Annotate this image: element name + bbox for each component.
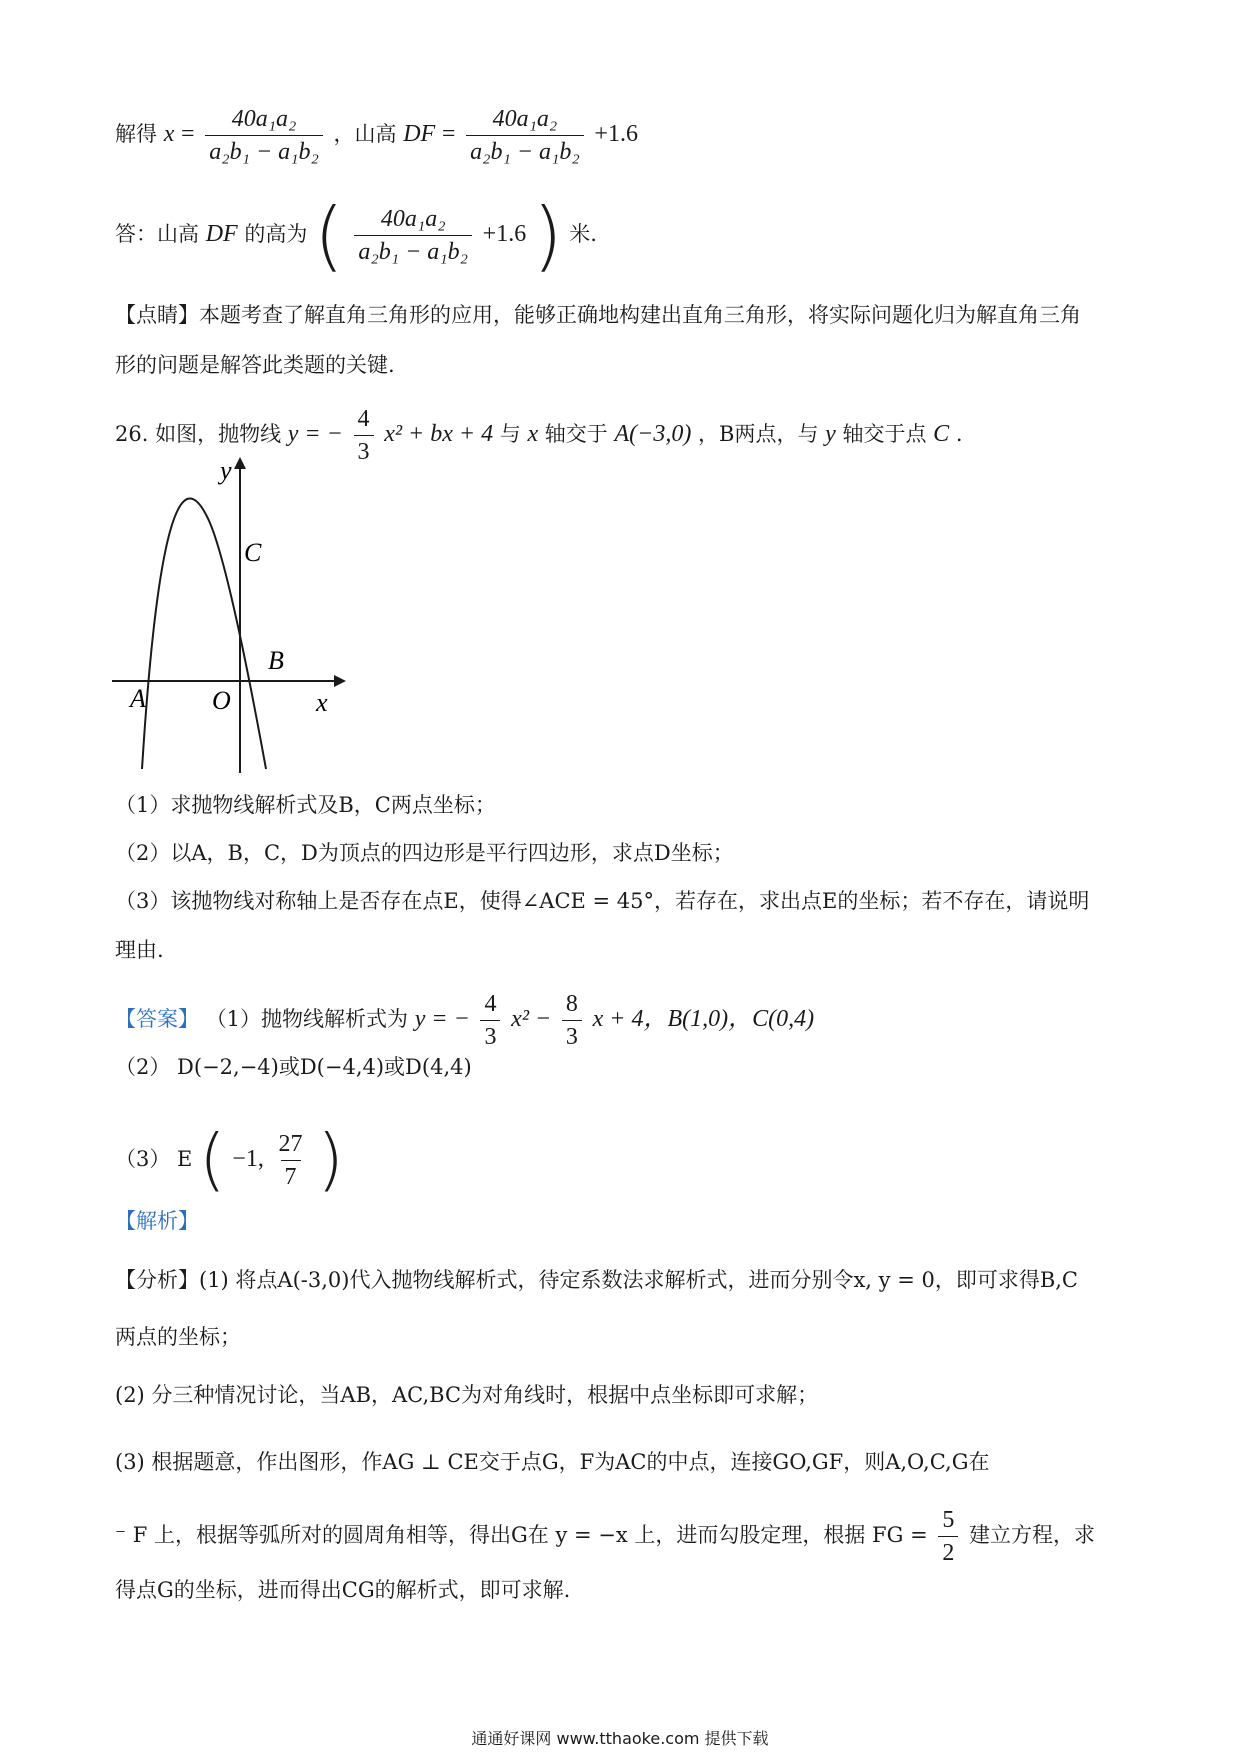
df-var: DF — [403, 121, 436, 147]
part-3a: （3）该抛物线对称轴上是否存在点E，使得∠ACE = 45°，若存在，求出点E的坐标；若不存在，请说明 — [115, 889, 1090, 913]
analysis-5: ⁻ F 上，根据等弧所对的圆周角相等，得出G在 y = −x 上，进而勾股定理，根据 FG = $\frac{5}{2}$ 建立方程，求 — [115, 1507, 1096, 1566]
df-frac-den: a₂b₁ − a₁b₂ — [470, 139, 580, 165]
answer-3: （3） E ( −1, $\frac{27}{7}$ ) — [115, 1120, 344, 1200]
answer-2: （2） D(−2,−4)或D(−4,4)或D(4,4) — [115, 1055, 472, 1079]
solve-frac-num: 40a₁a₂ — [231, 106, 297, 132]
y-axis-arrow — [234, 457, 246, 469]
part-3b: 理由. — [115, 938, 164, 962]
answer-suffix: 米. — [569, 222, 597, 246]
answer-prefix: 答：山高 — [115, 222, 199, 246]
parabola-graph — [108, 455, 348, 775]
answer-fraction — [354, 205, 472, 266]
analysis-6: 得点G的坐标，进而得出CG的解析式，即可求解. — [115, 1578, 571, 1602]
analysis-3: (2) 分三种情况讨论，当AB，AC,BC为对角线时，根据中点坐标即可求解； — [115, 1383, 819, 1407]
answer-mid: 的高为 — [244, 222, 308, 246]
analysis-2: 两点的坐标； — [115, 1325, 241, 1349]
answer-plus: +1.6 — [482, 221, 527, 247]
part-1: （1）求抛物线解析式及B，C两点坐标； — [115, 793, 496, 817]
answer-line: 答：山高 DF 的高为 ( $\frac{\text{40a₁a₂}}{\text{a₂b₁ − a₁b₂}}$ +1.6 ) 米. — [115, 190, 597, 280]
x-var: x — [163, 121, 175, 147]
solve-fraction — [205, 105, 323, 166]
label-x: x — [316, 688, 328, 717]
footer: 通通好课网 www.tthaoke.com 提供下载 — [471, 1729, 769, 1748]
label-C: C — [244, 538, 262, 567]
plus-term: +1.6 — [594, 121, 638, 147]
q26-fraction: $\frac{4}{3}$ — [354, 405, 374, 466]
solve-frac-den: a₂b₁ − a₁b₂ — [209, 139, 319, 165]
part-2: （2）以A，B，C，D为顶点的四边形是平行四边形，求点D坐标； — [115, 841, 734, 865]
solve-line: 解得 x = $\frac{\text{40a₁a₂}}{\text{a₂b₁ − a₁b₂}}$ ，山高 DF = $\frac{\text{40a₁a₂}}{\text{a₂b₁ − a₁b₂}}$ +1.6 — [115, 106, 638, 165]
analysis-1: 【分析】(1) 将点A(-3,0)代入抛物线解析式，待定系数法求解析式，进而分别令x, y = 0，即可求得B,C — [115, 1268, 1079, 1292]
df-fraction — [466, 105, 584, 166]
comment-line-2: 形的问题是解答此类题的关键. — [115, 353, 395, 377]
question-26: 26. 如图，抛物线 y = − $\frac{4}{3}$ x² + bx + 4 与 x 轴交于 A(−3,0) ，B两点，与 y 轴交于点 C . — [115, 406, 963, 465]
label-y: y — [220, 456, 232, 485]
analysis-4: (3) 根据题意，作出图形，作AG ⊥ CE交于点G，F为AC的中点，连接GO,GF，则A,O,C,G在 — [115, 1450, 990, 1474]
solve-sep: ，山高 — [333, 122, 397, 146]
label-A: A — [130, 684, 146, 713]
label-O: O — [212, 686, 231, 715]
answer-1: 【答案】 （1）抛物线解析式为 y = − $\frac{4}{3}$ x² − $\frac{8}{3}$ x + 4，B(1,0)，C(0,4) — [115, 991, 815, 1050]
answer-df-var: DF — [205, 221, 238, 247]
label-B: B — [268, 646, 284, 675]
answer-frac-den: a₂b₁ − a₁b₂ — [358, 239, 468, 265]
df-frac-num: 40a₁a₂ — [492, 106, 558, 132]
answer-frac-num: 40a₁a₂ — [380, 206, 446, 232]
analysis-label: 【解析】 — [115, 1209, 199, 1233]
answer-label: 【答案】 — [115, 1007, 199, 1031]
x-axis-arrow — [334, 675, 346, 687]
comment-line-1: 【点睛】本题考查了解直角三角形的应用，能够正确地构建出直角三角形，将实际问题化归为解直角三角 — [115, 303, 1081, 327]
solve-prefix: 解得 — [115, 122, 157, 146]
eq-sign: = — [181, 121, 195, 147]
